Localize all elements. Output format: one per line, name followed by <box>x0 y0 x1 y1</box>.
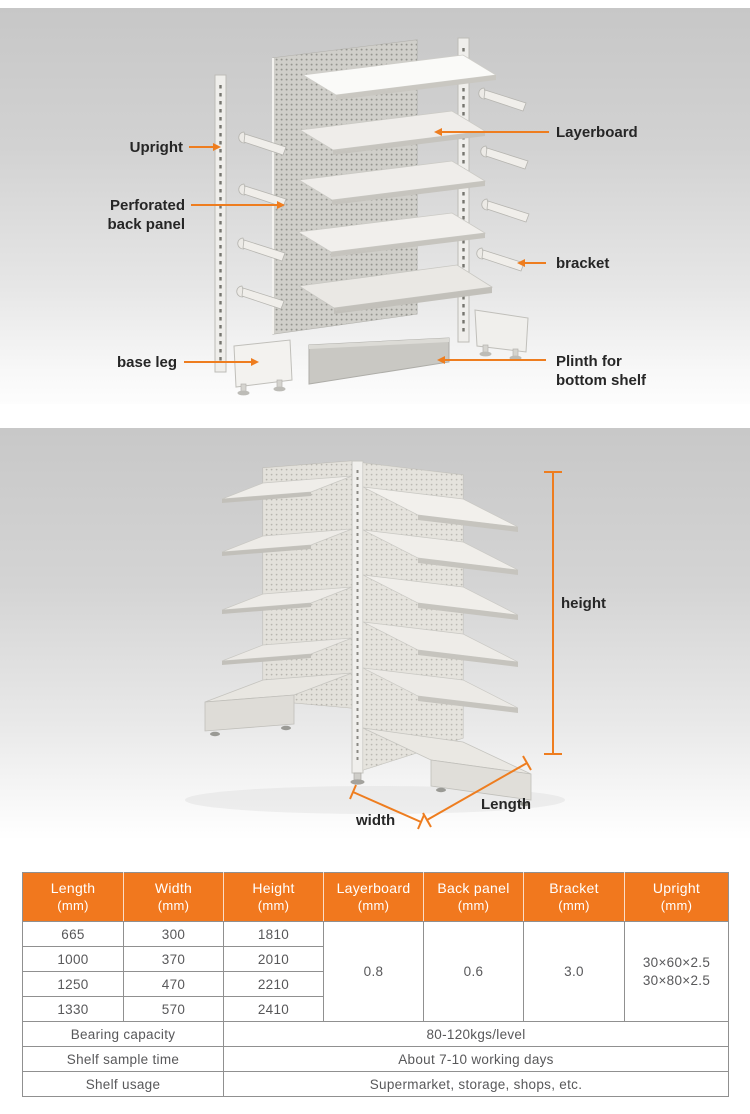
upright-part <box>215 75 226 372</box>
bracket-part <box>477 248 524 271</box>
bracket-label <box>556 254 609 273</box>
info-label: Shelf sample time <box>23 1047 224 1072</box>
assembled-diagram-section <box>0 428 750 840</box>
cell-height: 2210 <box>224 972 324 997</box>
center-upright <box>351 461 365 785</box>
cell-width: 300 <box>124 922 224 947</box>
col-name: Width <box>154 880 193 896</box>
col-header-upright <box>625 873 729 922</box>
layerboard-label-text: Layerboard <box>556 124 638 141</box>
cell-back-panel-thickness: 0.6 <box>424 922 524 1022</box>
col-unit: (mm) <box>660 898 693 913</box>
bracket-part <box>481 146 528 169</box>
col-unit: (mm) <box>357 898 390 913</box>
perforated-back-panel-label <box>107 196 185 234</box>
cell-height: 2410 <box>224 997 324 1022</box>
info-value: 80-120kgs/level <box>224 1022 729 1047</box>
upright-size-line1: 30×60×2.5 <box>642 954 711 970</box>
cell-layerboard-thickness: 0.8 <box>324 922 424 1022</box>
info-row-bearing-capacity <box>23 1022 729 1047</box>
cell-width: 470 <box>124 972 224 997</box>
base-leg-part <box>234 340 292 395</box>
upright-label-text: Upright <box>129 139 183 156</box>
spec-table <box>22 872 729 1097</box>
bracket-part <box>482 199 529 222</box>
info-label: Shelf usage <box>23 1072 224 1097</box>
col-header-length <box>23 873 124 922</box>
height-label <box>561 594 606 613</box>
col-unit: (mm) <box>558 898 590 913</box>
col-header-width <box>124 873 224 922</box>
plinth-label-line2: bottom shelf <box>556 372 646 389</box>
cell-length: 665 <box>23 922 124 947</box>
base-leg-label-text: base leg <box>116 354 177 371</box>
col-header-layerboard <box>324 873 424 922</box>
bracket-label-text: bracket <box>556 255 610 272</box>
cell-width: 370 <box>124 947 224 972</box>
info-value: Supermarket, storage, shops, etc. <box>224 1072 729 1097</box>
info-value: About 7-10 working days <box>224 1047 729 1072</box>
cell-height: 2010 <box>224 947 324 972</box>
col-name: Bracket <box>549 880 599 896</box>
cell-upright-size <box>625 922 729 1022</box>
width-label <box>356 811 395 830</box>
col-name: Length <box>50 880 96 896</box>
upright-label <box>130 138 183 157</box>
col-unit: (mm) <box>57 898 89 913</box>
layerboard-label <box>556 123 638 142</box>
col-header-bracket <box>524 873 625 922</box>
perforated-label-line2: back panel <box>107 216 185 233</box>
cell-length: 1000 <box>23 947 124 972</box>
base-leg-part <box>475 310 528 360</box>
header-row <box>23 873 729 922</box>
exploded-diagram-section <box>0 8 750 404</box>
plinth-part <box>309 338 449 384</box>
perforated-label-line1: Perforated <box>109 197 185 214</box>
bracket-part <box>479 88 526 111</box>
col-name: Layerboard <box>336 880 411 896</box>
col-header-back-panel <box>424 873 524 922</box>
upright-size-line2: 30×80×2.5 <box>642 972 711 988</box>
cell-height: 1810 <box>224 922 324 947</box>
base-leg-label <box>117 353 177 372</box>
plinth-label-line1: Plinth for <box>556 353 622 370</box>
cell-bracket-thickness: 3.0 <box>524 922 625 1022</box>
size-row <box>23 922 729 947</box>
cell-length: 1330 <box>23 997 124 1022</box>
col-name: Back panel <box>437 880 510 896</box>
col-header-height <box>224 873 324 922</box>
info-row-usage <box>23 1072 729 1097</box>
height-label-text: height <box>561 595 606 612</box>
assembled-shelf-illustration <box>0 428 750 840</box>
col-unit: (mm) <box>257 898 290 913</box>
info-label: Bearing capacity <box>23 1022 224 1047</box>
width-label-text: width <box>356 812 396 829</box>
col-name: Upright <box>652 880 701 896</box>
cell-width: 570 <box>124 997 224 1022</box>
cell-length: 1250 <box>23 972 124 997</box>
length-label-text: Length <box>481 796 531 813</box>
col-unit: (mm) <box>157 898 190 913</box>
spec-table-section <box>22 872 728 1097</box>
col-name: Height <box>252 880 295 896</box>
info-row-sample-time <box>23 1047 729 1072</box>
col-unit: (mm) <box>457 898 490 913</box>
plinth-label <box>556 352 646 390</box>
length-label <box>481 795 531 814</box>
